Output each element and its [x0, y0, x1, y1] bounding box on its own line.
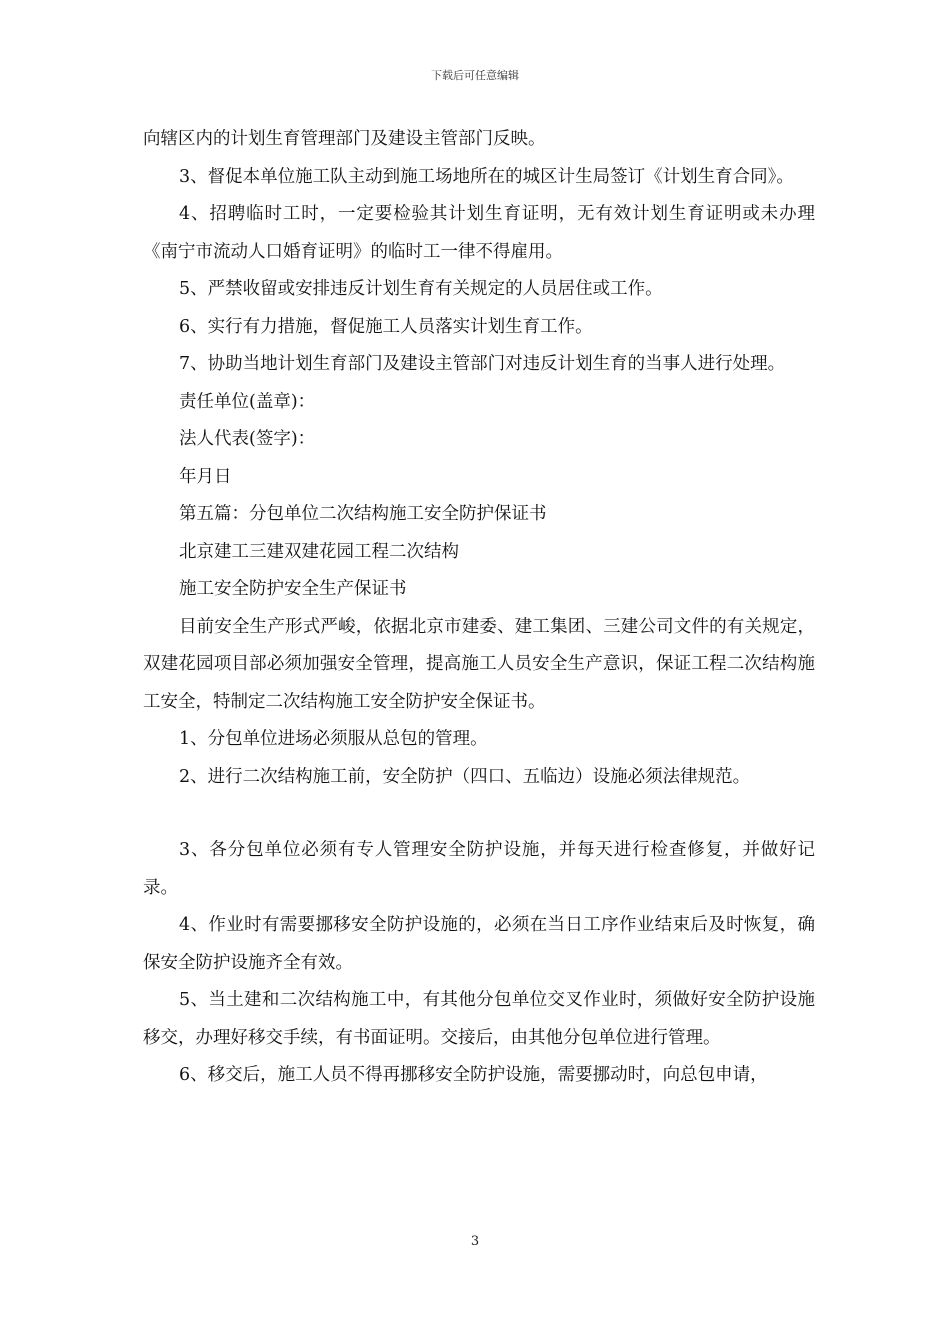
signature-unit-line: 责任单位(盖章)：	[179, 391, 316, 412]
document-title-line-2: 施工安全防护安全生产保证书	[179, 579, 407, 599]
paragraph: 5、严禁收留或安排违反计划生育有关规定的人员居住或工作。	[179, 279, 663, 299]
paragraph: 6、移交后，施工人员不得再挪移安全防护设施，需要挪动时，向总包申请，	[179, 1065, 768, 1085]
paragraph: 5、当土建和二次结构施工中，有其他分包单位交叉作业时，须做好安全防护设施移交，办理好移交手续，有书面证明。交接后，由其他分包单位进行管理。	[143, 990, 815, 1048]
paragraph: 目前安全生产形式严峻，依据北京市建委、建工集团、三建公司文件的有关规定，双建花园项目部必须加强安全管理，提高施工人员安全生产意识，保证工程二次结构施工安全，特制定二次结构施工安全防护安全保证书。	[143, 616, 815, 712]
paragraph: 3、督促本单位施工队主动到施工场地所在的城区计生局签订《计划生育合同》。	[179, 166, 794, 187]
paragraph: 向辖区内的计划生育管理部门及建设主管部门反映。	[143, 129, 546, 149]
page-number: 3	[470, 1234, 480, 1249]
page-header: 下载后可任意编辑	[431, 69, 519, 82]
paragraph: 6、实行有力措施，督促施工人员落实计划生育工作。	[179, 316, 593, 337]
paragraph: 2、进行二次结构施工前，安全防护（四口、五临边）设施必须法律规范。	[179, 766, 751, 787]
paragraph: 7、协助当地计划生育部门及建设主管部门对违反计划生育的当事人进行处理。	[179, 354, 786, 374]
section-title: 第五篇：分包单位二次结构施工安全防护保证书	[179, 504, 547, 524]
paragraph: 3、各分包单位必须有专人管理安全防护设施，并每天进行检查修复，并做好记录。	[143, 840, 815, 898]
signature-rep-line: 法人代表(签字)：	[179, 429, 316, 449]
paragraph: 1、分包单位进场必须服从总包的管理。	[179, 729, 488, 749]
paragraph: 4、作业时有需要挪移安全防护设施的，必须在当日工序作业结束后及时恢复，确保安全防护设施齐全有效。	[143, 915, 815, 973]
document-body	[143, 121, 815, 1095]
blank-gap	[143, 796, 815, 832]
date-line: 年月日	[179, 466, 232, 487]
paragraph: 4、招聘临时工时，一定要检验其计划生育证明，无有效计划生育证明或未办理《南宁市流动人口婚育证明》的临时工一律不得雇用。	[143, 204, 815, 262]
document-title-line-1: 北京建工三建双建花园工程二次结构	[179, 541, 459, 562]
